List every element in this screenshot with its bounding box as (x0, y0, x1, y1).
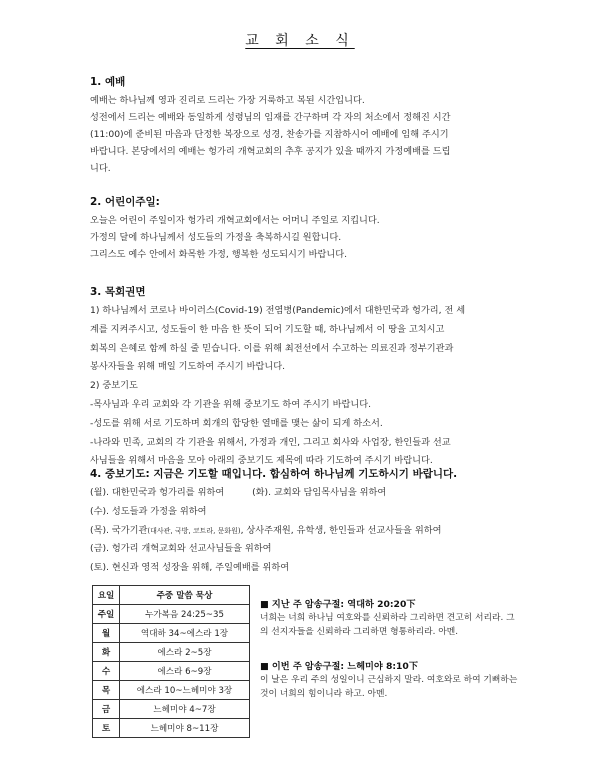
worship-line: 예배는 하나님께 영과 진리로 드리는 가장 거룩하고 복된 시간입니다. (90, 95, 365, 106)
pastoral-heading: 3. 목회권면 (90, 286, 146, 298)
row-day: 화 (93, 643, 120, 662)
pastoral-line: 사님들을 위해서 마음을 모아 아래의 중보기도 제목에 따라 기도하여 주시기 바랍니다. (90, 455, 433, 467)
intercession-section (90, 466, 515, 578)
row-day: 금 (93, 700, 120, 719)
pastoral-line: -목사님과 우리 교회와 각 기관을 위해 중보기도 하여 주시기 바랍니다. (90, 398, 372, 410)
children-heading: 2. 어린이주일: (90, 196, 160, 208)
pastoral-line: 계를 지켜주시고, 성도들이 한 마음 한 뜻이 되어 기도할 때, 하나님께서 이 땅을 고치시고 (90, 323, 445, 335)
row-reading: 역대하 34~에스라 1장 (120, 624, 250, 643)
table-row (93, 719, 250, 738)
reading-schedule-table (92, 585, 250, 738)
intercession-thu-a: (목). 국가기관 (90, 524, 148, 536)
row-reading: 누가복음 24:25~35 (120, 605, 250, 624)
this-week-memory-verse (260, 660, 520, 701)
intercession-sat: (토). 현신과 영적 성장을 위해, 주일예배를 위하여 (90, 562, 290, 574)
children-section (90, 194, 515, 263)
table-row (93, 681, 250, 700)
table-row (93, 605, 250, 624)
row-day: 주일 (93, 605, 120, 624)
page-title: 교 회 소 식 (245, 33, 355, 49)
header-day: 요일 (93, 586, 120, 605)
worship-line: 바랍니다. 본당에서의 예배는 헝가리 개혁교회의 추후 공지가 있을 때까지 가정예배를 드립 (90, 146, 451, 157)
worship-section (90, 74, 515, 177)
intercession-thu-b: , 상사주재원, 유학생, 한인들과 선교사들을 위하여 (240, 524, 442, 536)
intercession-tue: (화). 교회와 담임목사님을 위하여 (252, 487, 387, 498)
row-reading: 에스라 10~느헤미야 3장 (120, 681, 250, 700)
row-reading: 에스라 2~5장 (120, 643, 250, 662)
last-week-verse-heading: ■ 지난 주 암송구절: 역대하 20:20下 (260, 599, 416, 610)
pastoral-line: 1) 하나님께서 코로나 바이러스(Covid-19) 전염병(Pandemic)에서 대한민국과 헝가리, 전 세 (90, 305, 466, 316)
intercession-thu (90, 522, 515, 541)
pastoral-line: 봉사자들을 위해 매일 기도하여 주시기 바랍니다. (90, 361, 286, 373)
intercession-thu-small: (대사관, 국방, 코트라, 문화원) (147, 526, 241, 535)
worship-line: 니다. (90, 163, 111, 174)
children-line: 오늘은 어린이 주일이자 헝가리 개혁교회에서는 어머니 주일로 지킵니다. (90, 215, 380, 226)
table-row (93, 624, 250, 643)
this-week-verse-text: 이 날은 우리 주의 성일이니 근심하지 말라. 여호와로 하여 기뻐하는 것이 너희의 힘이니라 하고. 아멘. (260, 675, 518, 699)
pastoral-line: 2) 중보기도 (90, 380, 138, 392)
intercession-row (90, 484, 515, 503)
this-week-verse-heading: ■ 이번 주 암송구절: 느헤미야 8:10下 (260, 661, 419, 672)
children-line: 가정의 달에 하나님께서 성도들의 가정을 축복하시길 원합니다. (90, 232, 342, 243)
row-day: 수 (93, 662, 120, 681)
intercession-mon: (월). 대한민국과 헝가리를 위하여 (90, 487, 225, 498)
row-day: 월 (93, 624, 120, 643)
row-reading: 에스라 6~9장 (120, 662, 250, 681)
worship-line: (11:00)에 준비된 마음과 단정한 복장으로 성경, 찬송가를 지참하시어 예배에 임해 주시기 (90, 129, 449, 140)
worship-heading: 1. 예배 (90, 76, 126, 88)
row-reading: 느헤미야 4~7장 (120, 700, 250, 719)
table-row (93, 700, 250, 719)
row-day: 토 (93, 719, 120, 738)
last-week-memory-verse (260, 598, 520, 639)
worship-line: 성전에서 드리는 예배와 동일하게 성령님의 임재를 간구하며 각 자의 처소에서 정해진 시간 (90, 112, 451, 123)
children-line: 그리스도 예수 안에서 화목한 가정, 행복한 성도되시기 바랍니다. (90, 249, 348, 260)
table-row (93, 662, 250, 681)
pastoral-section (90, 284, 515, 471)
last-week-verse-text: 너희는 너희 하나님 여호와를 신뢰하라 그리하면 견고히 서리라. 그의 선지자들을 신뢰하라 그리하면 형통하리라. 아멘. (260, 613, 515, 637)
row-reading: 느헤미야 8~11장 (120, 719, 250, 738)
intercession-wed: (수). 성도들과 가정을 위하여 (90, 505, 207, 517)
row-day: 목 (93, 681, 120, 700)
pastoral-line: 회복의 은혜로 함께 하실 줄 믿습니다. 이를 위해 최전선에서 수고하는 의료진과 정부기관과 (90, 342, 454, 354)
table-header-row (93, 586, 250, 605)
pastoral-line: -나라와 민족, 교회의 각 기관을 위해서, 가정과 개인, 그리고 회사와 사업장, 한인들과 선교 (90, 436, 451, 448)
table-row (93, 643, 250, 662)
intercession-fri: (금). 헝가리 개혁교회와 선교사님들을 위하여 (90, 543, 272, 555)
pastoral-line: -성도를 위해 서로 기도하며 회개의 합당한 열매를 맺는 삶이 되게 하소서. (90, 417, 383, 429)
intercession-heading: 4. 중보기도: 지금은 기도할 때입니다. 합심하여 하나님께 기도하시기 바랍니다. (90, 468, 458, 480)
header-reading: 주중 말씀 묵상 (120, 586, 250, 605)
